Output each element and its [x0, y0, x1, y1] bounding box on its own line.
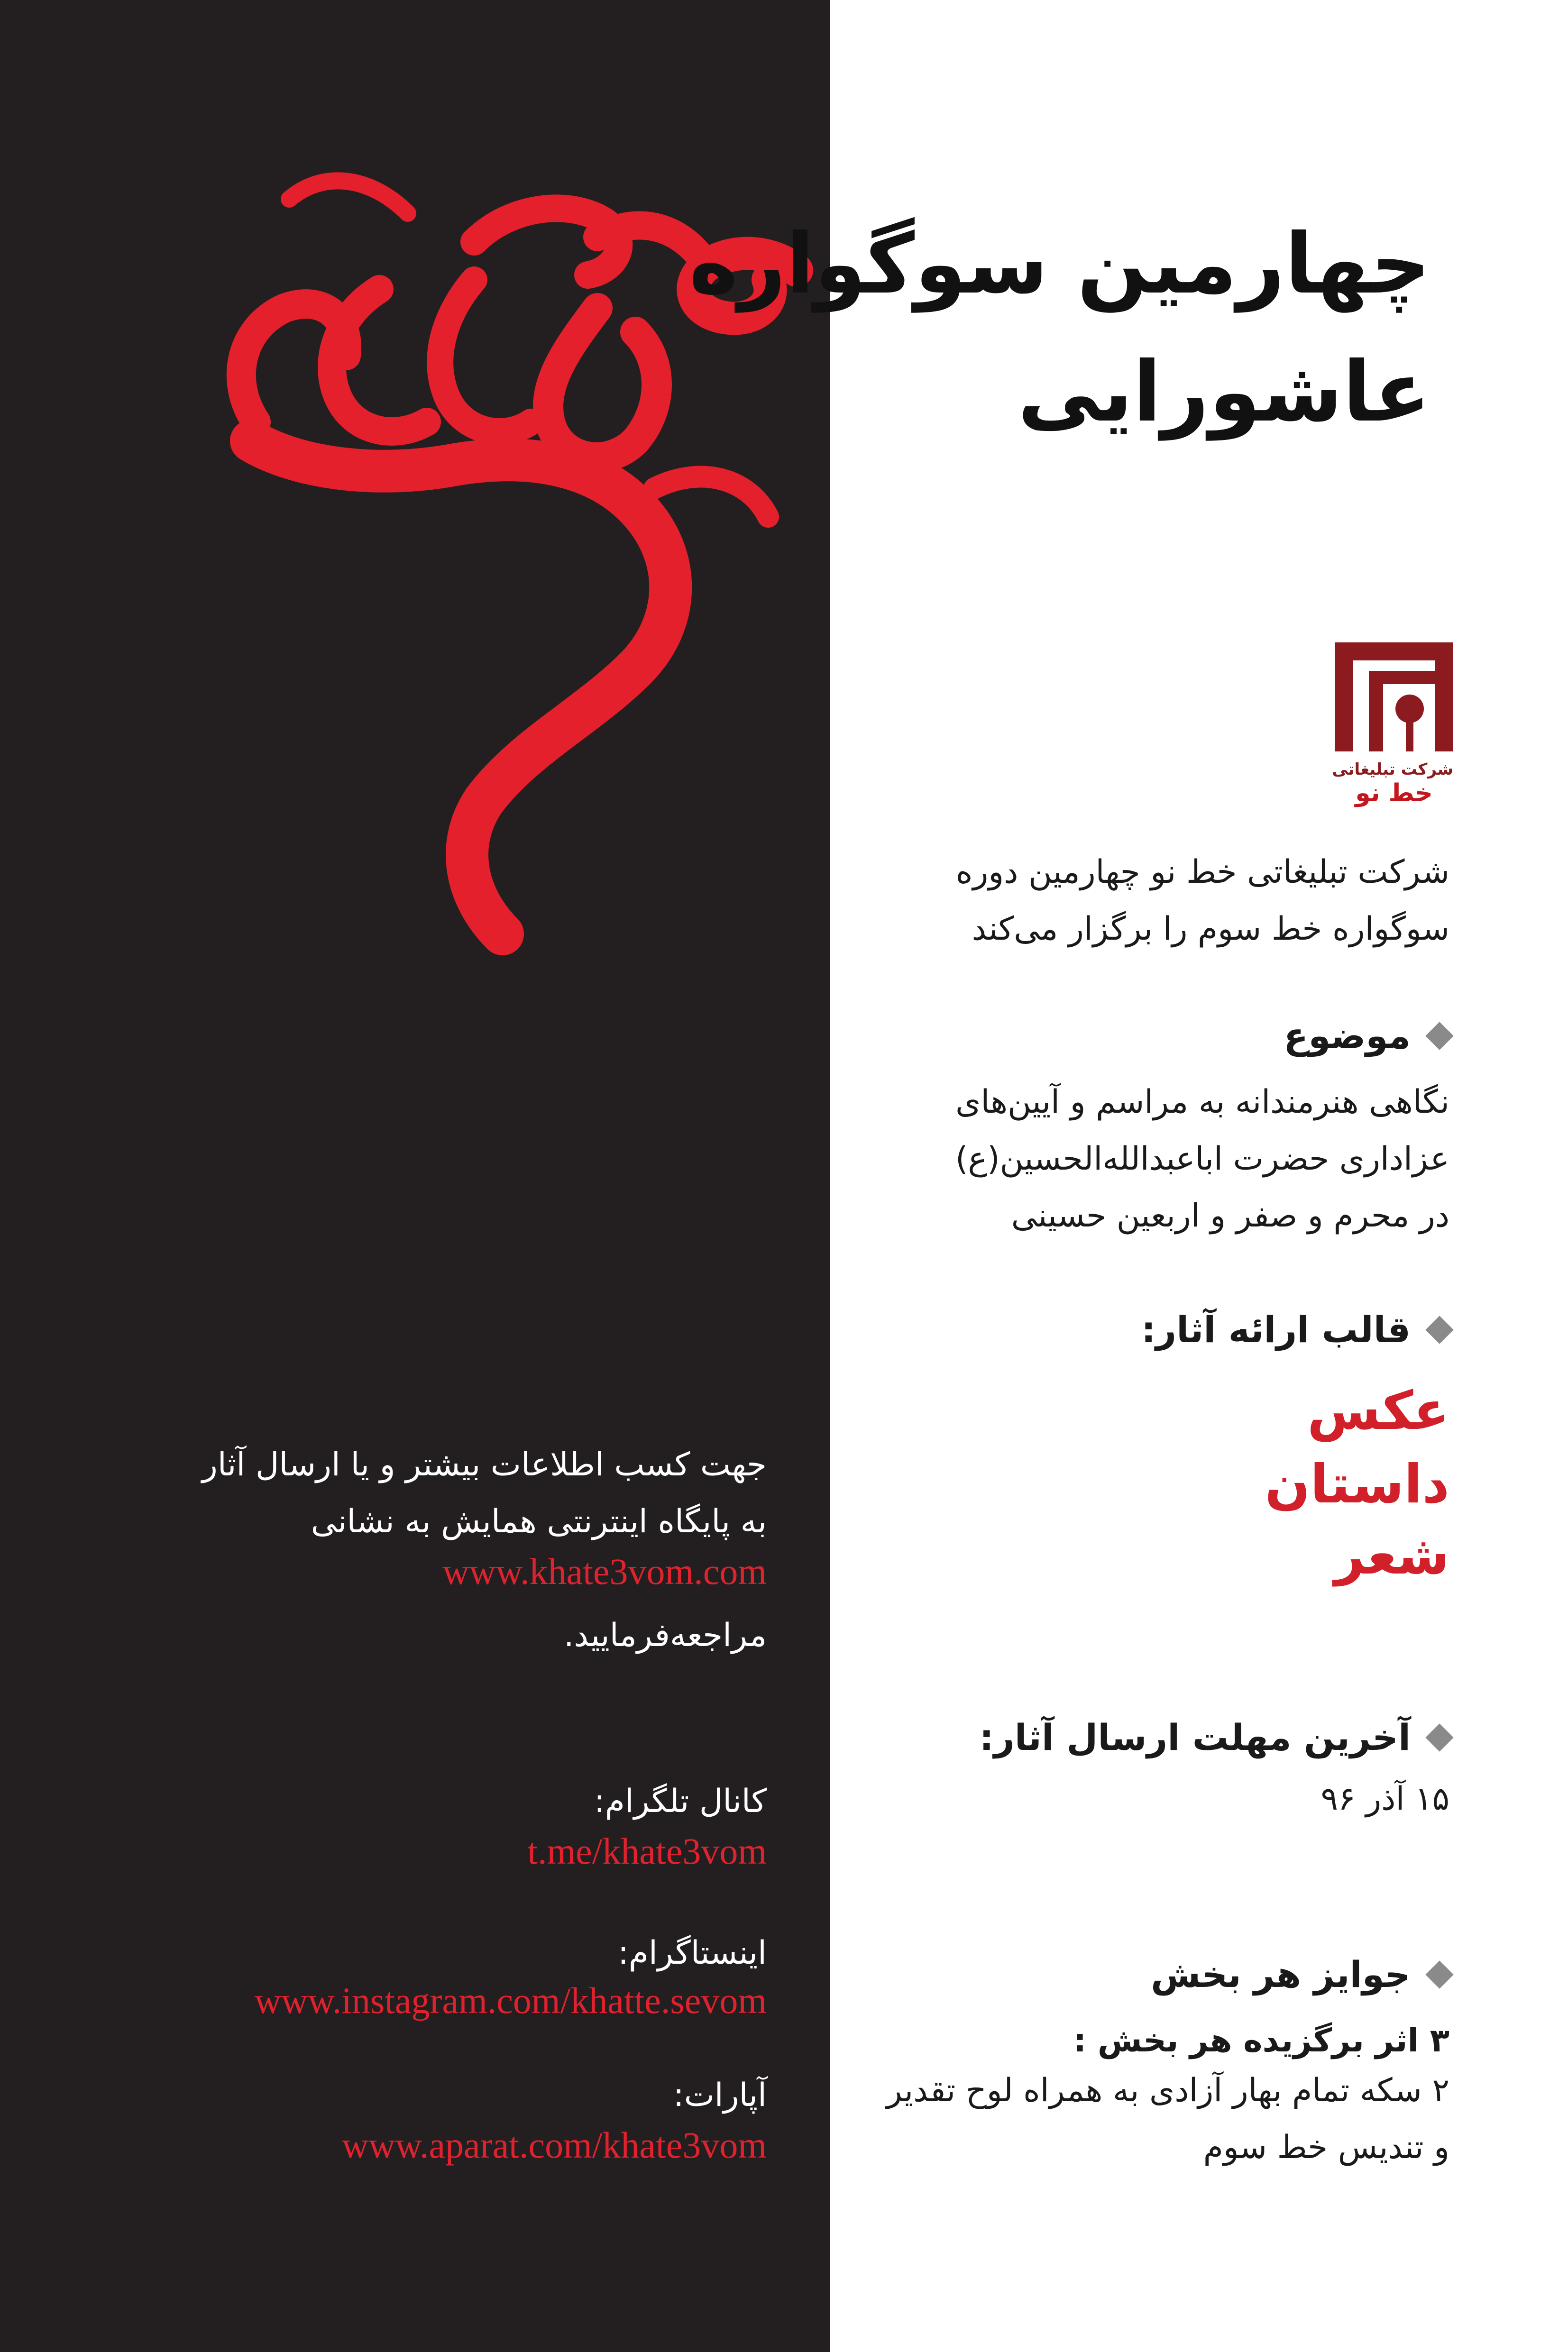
intro-text: [880, 844, 1449, 958]
bullet-diamond-icon: [1425, 1723, 1453, 1751]
formats-heading-label: قالب ارائه آثار:: [1141, 1309, 1411, 1351]
prizes-subheading: ۳ اثر برگزیده هر بخش :: [1073, 2022, 1449, 2059]
title-line-1: چهارمین سوگواره: [689, 216, 1430, 312]
topic-line-3: در محرم و صفر و اربعین حسینی: [1011, 1197, 1449, 1235]
prizes-heading-label: جوایز هر بخش: [1151, 1953, 1411, 1995]
company-logo-line2: خط نو: [1355, 779, 1433, 807]
info-line-2: به پایگاه اینترنتی همایش به نشانی: [311, 1503, 767, 1540]
telegram-label: کانال تلگرام:: [594, 1783, 767, 1820]
keyhole-logo-icon: [1335, 642, 1453, 751]
deadline-heading-label: آخرین مهلت ارسال آثار:: [979, 1716, 1411, 1758]
bullet-diamond-icon: [1425, 1960, 1453, 1988]
instagram-link[interactable]: www.instagram.com/khatte.sevom: [254, 1980, 767, 2021]
prizes-line-2: و تندیس خط سوم: [1203, 2129, 1449, 2166]
prizes-heading: [1151, 1953, 1449, 1995]
format-photo: عکس: [1307, 1380, 1449, 1442]
instagram-label: اینستاگرام:: [617, 1934, 767, 1972]
deadline-date: ۱۵ آذر ۹۶: [1320, 1780, 1449, 1818]
topic-heading: [1284, 1015, 1449, 1057]
topic-text: [880, 1074, 1449, 1245]
format-story: داستان: [1265, 1454, 1449, 1515]
aparat-label: آپارات:: [673, 2077, 767, 2114]
telegram-link[interactable]: t.me/khate3vom: [527, 1830, 767, 1872]
info-line-1: جهت کسب اطلاعات بیشتر و یا ارسال آثار: [202, 1446, 767, 1483]
company-logo-line1: شرکت تبلیغاتی: [1332, 760, 1453, 779]
intro-line-1: شرکت تبلیغاتی خط نو چهارمین دوره: [955, 853, 1449, 891]
title-line-2: عاشورایی: [1018, 344, 1430, 440]
prizes-line-1: ۲ سکه تمام بهار آزادی به همراه لوح تقدیر: [886, 2072, 1449, 2109]
aparat-link[interactable]: www.aparat.com/khate3vom: [342, 2124, 767, 2166]
prizes-text: [880, 2062, 1449, 2176]
festival-title: [689, 216, 1430, 440]
bullet-diamond-icon: [1425, 1022, 1453, 1050]
topic-line-1: نگاهی هنرمندانه به مراسم و آیین‌های: [955, 1083, 1449, 1121]
info-line-3: مراجعه‌فرمایید.: [563, 1617, 767, 1654]
bullet-diamond-icon: [1425, 1316, 1453, 1344]
intro-line-2: سوگواره خط سوم را برگزار می‌کند: [972, 910, 1449, 948]
info-text: [202, 1437, 767, 1550]
deadline-heading: [980, 1716, 1449, 1758]
company-logo: [1332, 642, 1453, 823]
topic-heading-label: موضوع: [1284, 1015, 1411, 1057]
website-link[interactable]: www.khate3vom.com: [442, 1551, 767, 1592]
format-poem: شعر: [1334, 1525, 1449, 1586]
formats-heading: [1141, 1309, 1449, 1351]
topic-line-2: عزاداری حضرت اباعبدالله‌الحسین(ع): [955, 1140, 1449, 1178]
